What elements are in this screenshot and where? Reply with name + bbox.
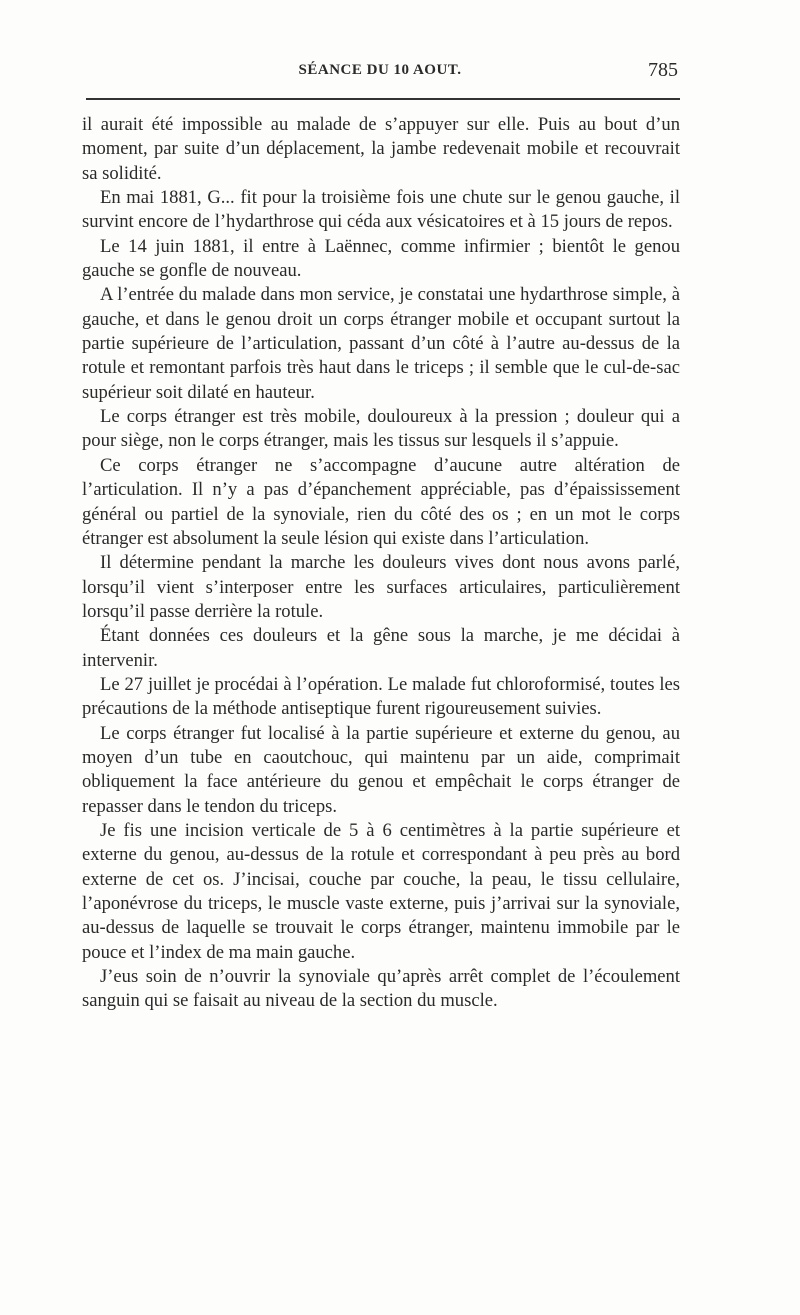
paragraph: Étant données ces douleurs et la gêne sous la marche, je me décidai à intervenir. (82, 625, 680, 671)
paragraph: J’eus soin de n’ouvrir la synoviale qu’après arrêt complet de l’écoulement sanguin qui se faisait au niveau de la section du muscle. (82, 966, 680, 1012)
paragraph: Ce corps étranger ne s’accompagne d’aucune autre altération de l’articulation. Il n’y a pas d’épanchement appréciable, pas d’épaississement général ou partiel de la synoviale, rien du côté des os ; en un mot le corps étranger est absolument la seule lésion qui existe dans l’articulation. (82, 454, 680, 549)
paragraph: Il détermine pendant la marche les douleurs vives dont nous avons parlé, lorsqu’il vient s’interposer entre les surfaces articulaires, particulièrement lorsqu’il passe derrière la rotule. (82, 552, 680, 622)
paragraph: Le 14 juin 1881, il entre à Laënnec, comme infirmier ; bientôt le genou gauche se gonfle de nouveau. (82, 235, 680, 282)
paragraph: Le 27 juillet je procédai à l’opération. Le malade fut chloroformisé, toutes les précautions de la méthode antiseptique furent rigoureusement suivies. (82, 673, 680, 720)
page-header (82, 59, 678, 86)
paragraph: il aurait été impossible au malade de s’appuyer sur elle. Puis au bout d’un moment, par suite d’un déplacement, la jambe redevenait mobile et recouvrait sa solidité. (82, 114, 680, 184)
header-rule (86, 98, 680, 100)
page-number: 785 (648, 59, 678, 81)
paragraph: Le corps étranger est très mobile, douloureux à la pression ; douleur qui a pour siège, non le corps étranger, mais les tissus sur lesquels il s’appuie. (82, 406, 680, 452)
body-text (82, 113, 680, 1014)
paragraph: En mai 1881, G... fit pour la troisième fois une chute sur le genou gauche, il survint encore de l’hydarthrose qui céda aux vésicatoires et à 15 jours de repos. (82, 187, 680, 233)
paragraph: Je fis une incision verticale de 5 à 6 centimètres à la partie supérieure et externe du genou, au-dessus de la rotule et correspondant à peu près au bord externe de cet os. J’incisai, couche par couche, la peau, le tissu cellulaire, l’aponévrose du triceps, le muscle vaste externe, puis j’arrivai sur la synoviale, au-dessus de laquelle se trouvait le corps étranger, maintenu immobile par le pouce et l’index de ma main gauche. (82, 819, 680, 963)
paragraph: A l’entrée du malade dans mon service, je constatai une hydarthrose simple, à gauche, et dans le genou droit un corps étranger mobile et occupant surtout la partie supérieure de l’articulation, passant d’un côté à l’autre au-dessus de la rotule et remontant parfois très haut dans le triceps ; il semble que le cul-de-sac supérieur soit dilaté en hauteur. (82, 284, 680, 403)
paragraph: Le corps étranger fut localisé à la partie supérieure et externe du genou, au moyen d’un tube en caoutchouc, qui maintenu par un aide, comprimait obliquement la face antérieure du genou et empêchait le corps étranger de repasser dans le tendon du triceps. (82, 722, 680, 817)
running-head: SÉANCE DU 10 AOUT. (298, 62, 462, 78)
